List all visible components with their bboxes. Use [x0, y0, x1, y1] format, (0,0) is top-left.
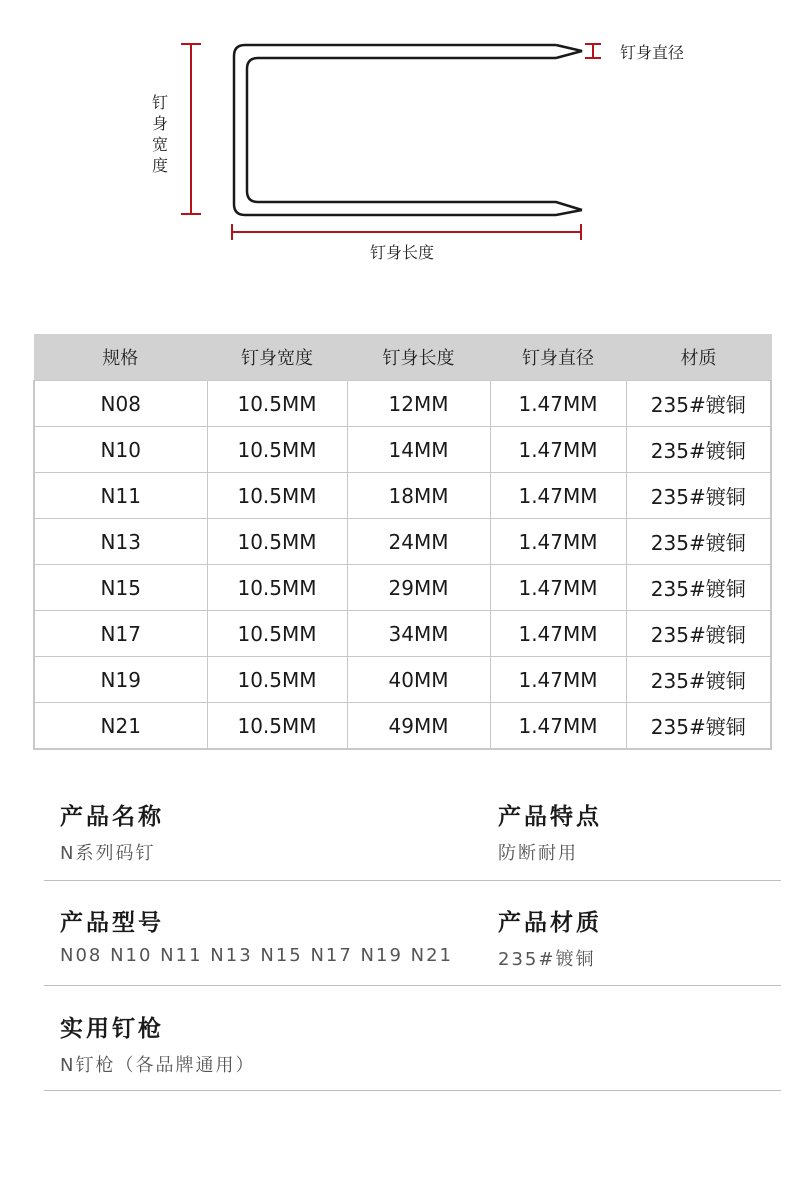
product-name-title: 产品名称 — [60, 804, 164, 830]
cell-length: 12MM — [347, 381, 490, 427]
divider — [44, 1090, 781, 1091]
table-body — [34, 381, 771, 750]
model-title: 产品型号 — [60, 910, 164, 936]
cell-spec: N19 — [34, 657, 207, 703]
staple-diagram — [0, 0, 800, 280]
cell-diameter: 1.47MM — [490, 611, 626, 657]
cell-material: 235#镀铜 — [626, 657, 771, 703]
cell-diameter: 1.47MM — [490, 703, 626, 750]
cell-material: 235#镀铜 — [626, 473, 771, 519]
cell-diameter: 1.47MM — [490, 473, 626, 519]
product-name-block — [60, 798, 164, 865]
cell-width: 10.5MM — [207, 473, 347, 519]
cell-diameter: 1.47MM — [490, 381, 626, 427]
width-dimension — [181, 44, 201, 214]
features-block — [498, 798, 602, 865]
cell-material: 235#镀铜 — [626, 611, 771, 657]
cell-width: 10.5MM — [207, 381, 347, 427]
tool-value: N钉枪（各品牌通用） — [60, 1055, 256, 1076]
cell-length: 24MM — [347, 519, 490, 565]
table-row — [34, 381, 771, 427]
cell-material: 235#镀铜 — [626, 565, 771, 611]
material-value: 235#镀铜 — [498, 949, 596, 970]
table-row — [34, 657, 771, 703]
cell-spec: N11 — [34, 473, 207, 519]
table-header-row — [34, 334, 771, 381]
model-value: N08 N10 N11 N13 N15 N17 N19 N21 — [60, 945, 454, 966]
cell-spec: N17 — [34, 611, 207, 657]
length-dimension — [232, 224, 581, 240]
cell-length: 49MM — [347, 703, 490, 750]
model-block — [60, 904, 453, 966]
spec-table — [33, 334, 772, 750]
divider — [44, 985, 781, 986]
cell-width: 10.5MM — [207, 657, 347, 703]
cell-width: 10.5MM — [207, 703, 347, 750]
header-length: 钉身长度 — [347, 334, 490, 381]
table-row — [34, 703, 771, 750]
cell-spec: N08 — [34, 381, 207, 427]
cell-length: 14MM — [347, 427, 490, 473]
tool-title: 实用钉枪 — [60, 1016, 164, 1042]
header-material: 材质 — [626, 334, 771, 381]
material-block — [498, 904, 602, 971]
header-width: 钉身宽度 — [207, 334, 347, 381]
features-title: 产品特点 — [498, 804, 602, 830]
cell-width: 10.5MM — [207, 565, 347, 611]
diameter-label: 钉身直径 — [620, 43, 685, 62]
cell-material: 235#镀铜 — [626, 381, 771, 427]
cell-diameter: 1.47MM — [490, 427, 626, 473]
cell-length: 29MM — [347, 565, 490, 611]
cell-spec: N21 — [34, 703, 207, 750]
cell-width: 10.5MM — [207, 611, 347, 657]
cell-length: 34MM — [347, 611, 490, 657]
cell-length: 40MM — [347, 657, 490, 703]
cell-spec: N13 — [34, 519, 207, 565]
staple-inner-line — [247, 58, 582, 210]
length-label: 钉身长度 — [370, 243, 435, 262]
cell-width: 10.5MM — [207, 427, 347, 473]
header-diameter: 钉身直径 — [490, 334, 626, 381]
diameter-dimension — [585, 44, 601, 58]
material-title: 产品材质 — [498, 910, 602, 936]
cell-length: 18MM — [347, 473, 490, 519]
table-row — [34, 427, 771, 473]
tool-block — [60, 1010, 255, 1077]
features-value: 防断耐用 — [498, 843, 578, 864]
product-name-value: N系列码钉 — [60, 843, 156, 864]
cell-spec: N10 — [34, 427, 207, 473]
cell-material: 235#镀铜 — [626, 519, 771, 565]
staple-top-tip — [556, 45, 582, 58]
table-row — [34, 519, 771, 565]
table-row — [34, 473, 771, 519]
cell-diameter: 1.47MM — [490, 565, 626, 611]
cell-material: 235#镀铜 — [626, 703, 771, 750]
header-spec: 规格 — [34, 334, 207, 381]
table-row — [34, 611, 771, 657]
table-row — [34, 565, 771, 611]
cell-diameter: 1.47MM — [490, 519, 626, 565]
width-label: 钉身宽度 — [151, 93, 168, 175]
cell-spec: N15 — [34, 565, 207, 611]
cell-diameter: 1.47MM — [490, 657, 626, 703]
cell-width: 10.5MM — [207, 519, 347, 565]
staple-outer-line — [234, 45, 582, 215]
divider — [44, 880, 781, 881]
cell-material: 235#镀铜 — [626, 427, 771, 473]
